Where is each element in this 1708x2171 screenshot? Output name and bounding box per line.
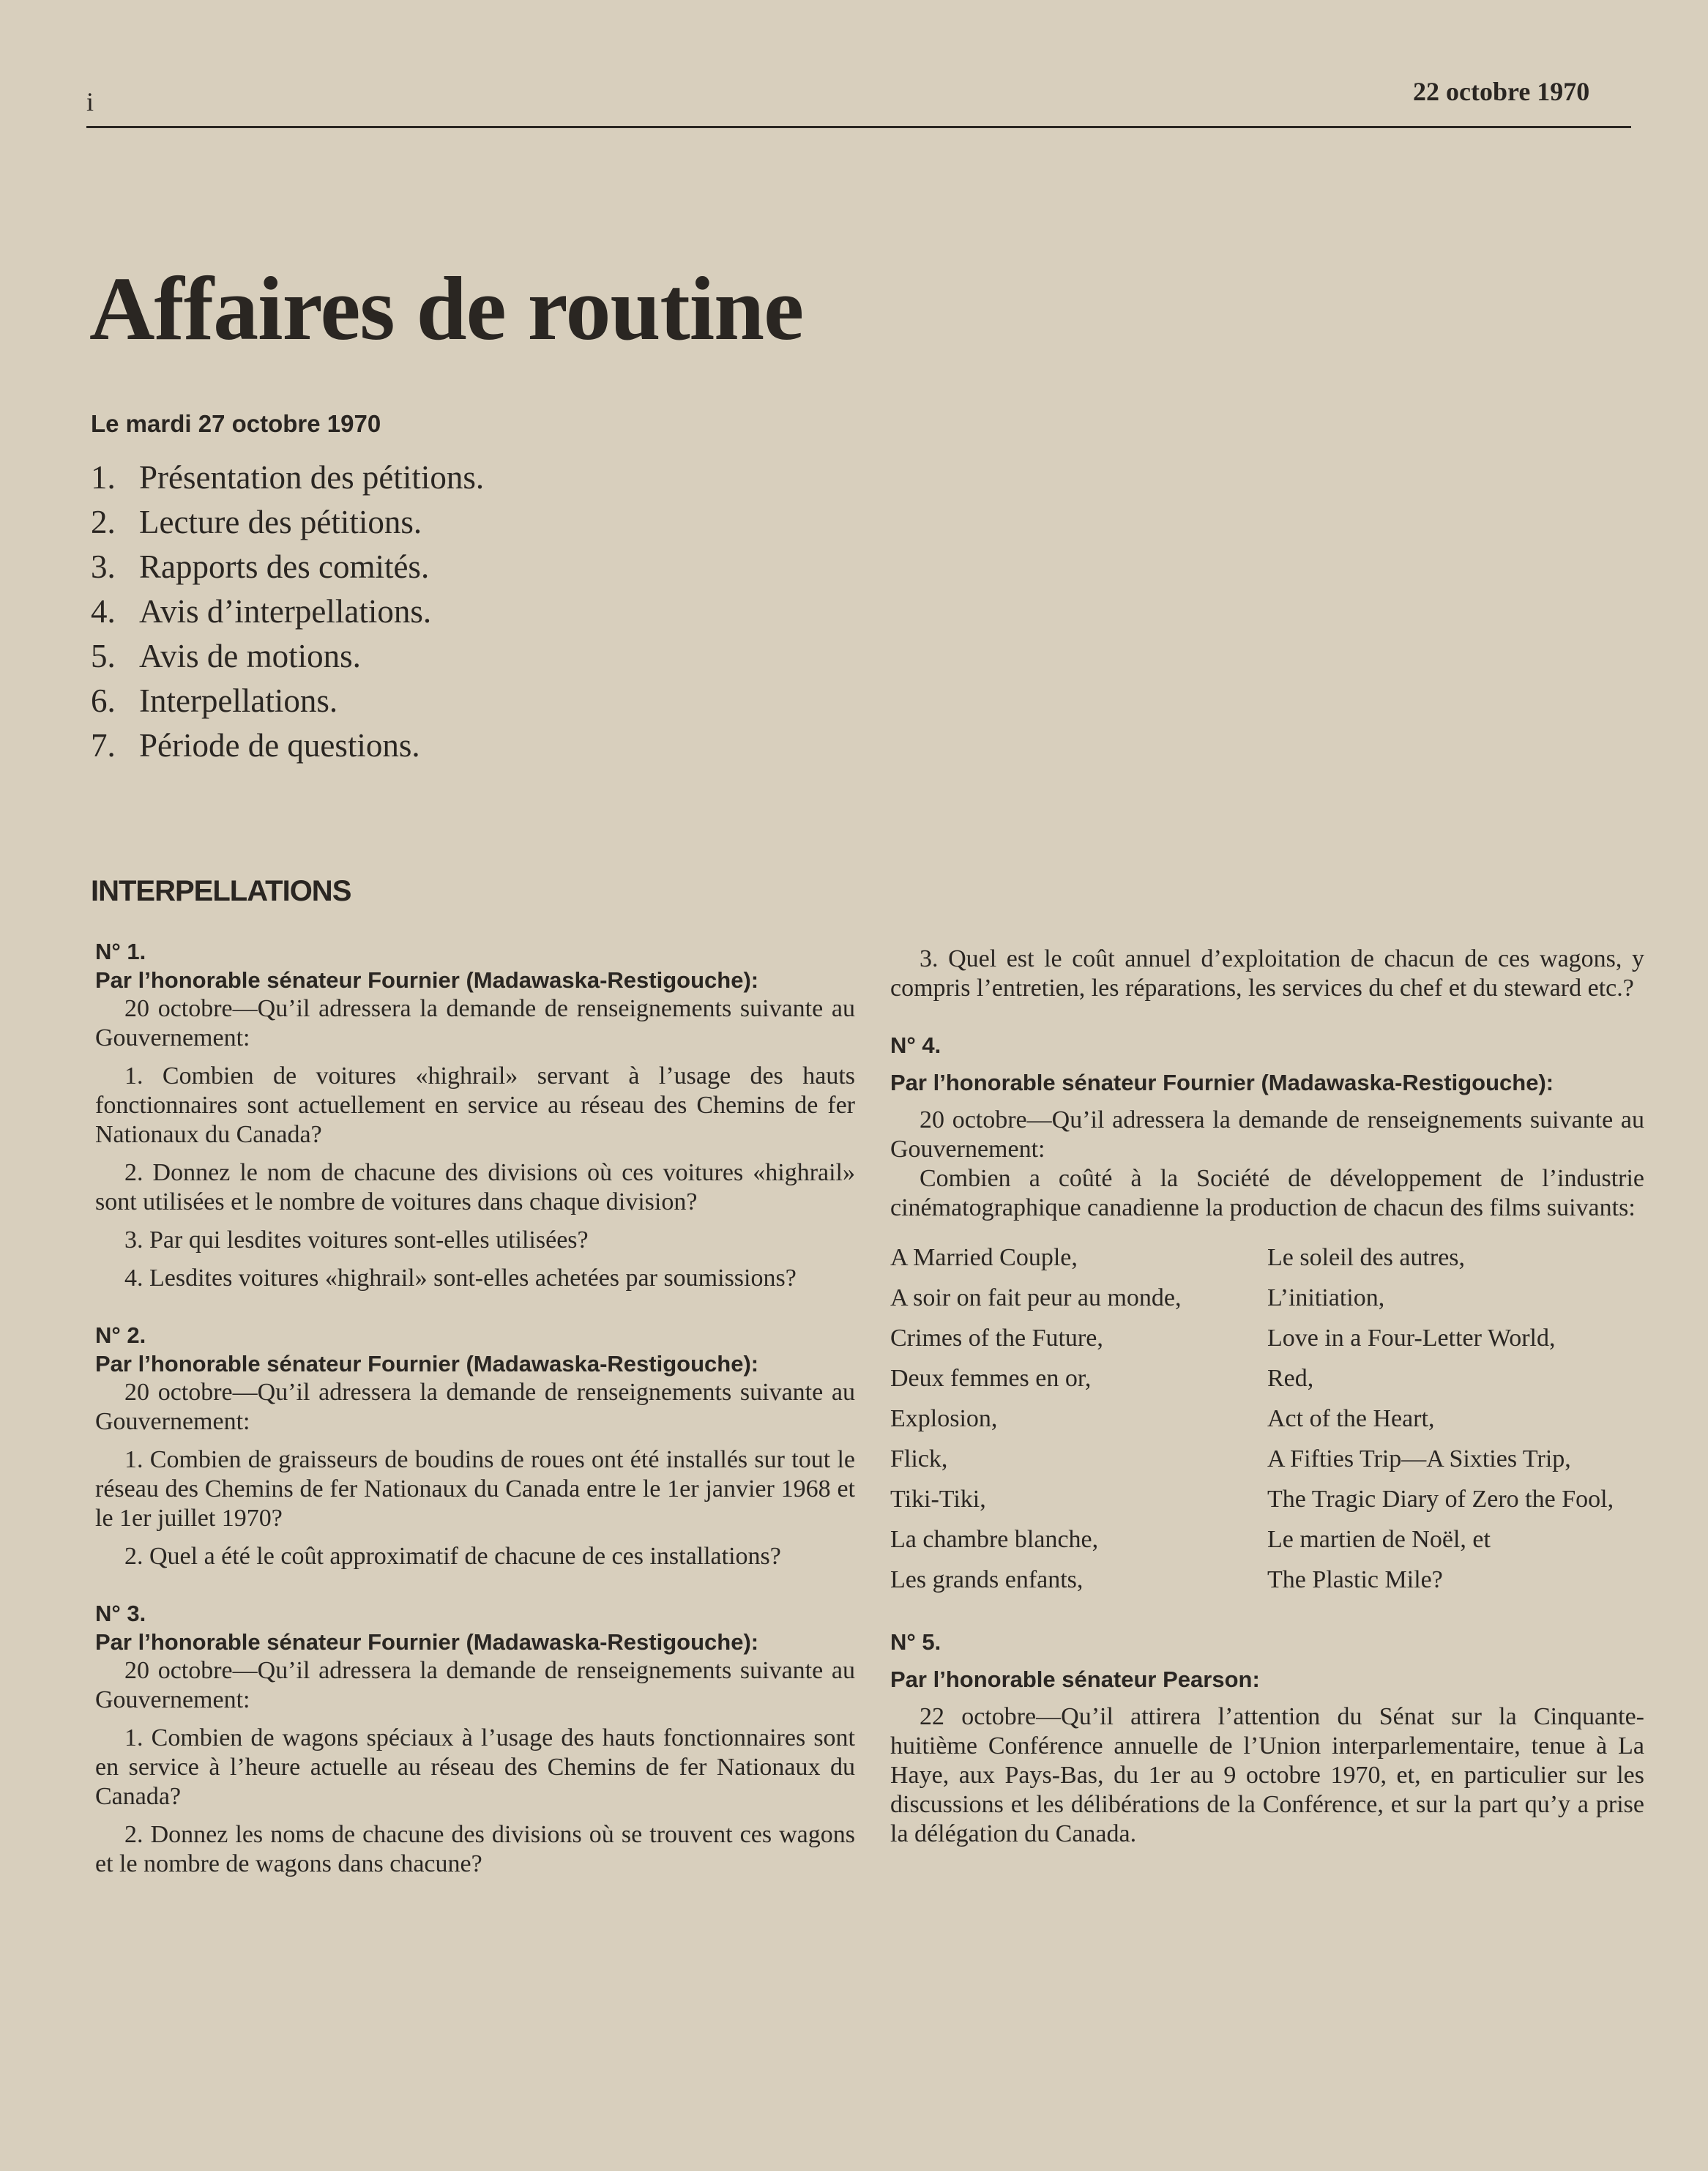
film-list bbox=[890, 1237, 1644, 1600]
list-item: Les grands enfants, bbox=[890, 1566, 1084, 1593]
page-date: 22 octobre 1970 bbox=[1413, 77, 1590, 106]
question-author: Par l’honorable sénateur Pearson: bbox=[890, 1667, 1260, 1692]
list-item: Tiki-Tiki, bbox=[890, 1486, 986, 1513]
film-list-column bbox=[890, 1237, 1267, 1600]
question-item: 1. Combien de graisseurs de boudins de roues ont été installés sur tout le réseau des Chemins de fer Nationaux du Canada entre le 1er janvier 1968 et le 1er juillet 1970? bbox=[95, 1446, 855, 1532]
list-item: The Plastic Mile? bbox=[1267, 1566, 1443, 1593]
list-item: 3. Rapports des comités. bbox=[91, 548, 430, 585]
section-heading: INTERPELLATIONS bbox=[91, 875, 351, 907]
film-list-column bbox=[1267, 1237, 1644, 1600]
list-item: A soir on fait peur au monde, bbox=[890, 1284, 1182, 1311]
question-intro: 20 octobre—Qu’il adressera la demande de renseignements suivante au Gouvernement: bbox=[95, 1379, 855, 1435]
page-number: i bbox=[86, 87, 94, 116]
list-item: 2. Lecture des pétitions. bbox=[91, 504, 422, 540]
question-text: 22 octobre—Qu’il attirera l’attention du Sénat sur la Cinquante-huitième Conférence annuelle de l’Union interparlementaire, tenue à La Haye, aux Pays-Bas, du 1er au 9 octobre 1970, et, en particulier sur les discussions et les délibérations de la Conférence, et sur la part qu’y a prise la délégation du Canada. bbox=[890, 1703, 1644, 1847]
question-text: Combien a coûté à la Société de développement de l’industrie cinématographique canadienne la production de chacun des films suivants: bbox=[890, 1165, 1644, 1221]
list-item: 6. Interpellations. bbox=[91, 682, 338, 719]
list-item: 7. Période de questions. bbox=[91, 727, 420, 764]
question-item: 4. Lesdites voitures «highrail» sont-elles achetées par soumissions? bbox=[124, 1265, 797, 1292]
question-number: N° 2. bbox=[95, 1322, 146, 1348]
question-author: Par l’honorable sénateur Fournier (Madawaska-Restigouche): bbox=[95, 1629, 759, 1655]
right-column bbox=[890, 945, 1644, 1849]
list-item: Red, bbox=[1267, 1365, 1314, 1392]
left-column bbox=[95, 937, 855, 1879]
list-item: Le martien de Noël, et bbox=[1267, 1526, 1491, 1553]
question-item: 3. Par qui lesdites voitures sont-elles utilisées? bbox=[124, 1226, 589, 1254]
question-number: N° 1. bbox=[95, 939, 146, 964]
question-number: N° 3. bbox=[95, 1601, 146, 1626]
question-intro: 20 octobre—Qu’il adressera la demande de renseignements suivante au Gouvernement: bbox=[95, 995, 855, 1051]
list-item: The Tragic Diary of Zero the Fool, bbox=[1267, 1486, 1614, 1513]
question-item: 2. Quel a été le coût approximatif de chacune de ces installations? bbox=[124, 1543, 781, 1570]
list-item: Love in a Four-Letter World, bbox=[1267, 1325, 1556, 1352]
question-item: 1. Combien de wagons spéciaux à l’usage des hauts fonctionnaires sont en service à l’heure actuelle au réseau des Chemins de fer Nationaux du Canada? bbox=[95, 1724, 855, 1810]
list-item: 1. Présentation des pétitions. bbox=[91, 459, 485, 496]
header-rule bbox=[86, 126, 1631, 128]
question-author: Par l’honorable sénateur Fournier (Madawaska-Restigouche): bbox=[95, 967, 759, 993]
list-item: Deux femmes en or, bbox=[890, 1365, 1092, 1392]
order-of-business-list bbox=[91, 455, 484, 768]
sitting-date: Le mardi 27 octobre 1970 bbox=[91, 410, 381, 437]
list-item: A Fifties Trip—A Sixties Trip, bbox=[1267, 1445, 1571, 1472]
list-item: L’initiation, bbox=[1267, 1284, 1385, 1311]
page-title: Affaires de routine bbox=[89, 258, 804, 359]
list-item: La chambre blanche, bbox=[890, 1526, 1099, 1553]
list-item: 4. Avis d’interpellations. bbox=[91, 593, 432, 630]
list-item: Crimes of the Future, bbox=[890, 1325, 1103, 1352]
question-item: 2. Donnez les noms de chacune des divisions où se trouvent ces wagons et le nombre de wagons dans chacune? bbox=[95, 1821, 855, 1877]
question-intro: 20 octobre—Qu’il adressera la demande de renseignements suivante au Gouvernement: bbox=[95, 1657, 855, 1713]
question-author: Par l’honorable sénateur Fournier (Madawaska-Restigouche): bbox=[95, 1351, 759, 1377]
list-item: Explosion, bbox=[890, 1405, 998, 1432]
question-number: N° 5. bbox=[890, 1629, 941, 1655]
question-item: 2. Donnez le nom de chacune des divisions où ces voitures «highrail» sont utilisées et le nombre de voitures dans chaque division? bbox=[95, 1159, 855, 1215]
list-item: A Married Couple, bbox=[890, 1244, 1078, 1271]
question-author: Par l’honorable sénateur Fournier (Madawaska-Restigouche): bbox=[890, 1070, 1554, 1095]
question-item: 3. Quel est le coût annuel d’exploitation de chacun de ces wagons, y compris l’entretien, les réparations, les services du chef et du steward etc.? bbox=[890, 945, 1644, 1002]
list-item: 5. Avis de motions. bbox=[91, 638, 361, 674]
question-intro: 20 octobre—Qu’il adressera la demande de renseignements suivante au Gouvernement: bbox=[890, 1106, 1644, 1163]
question-number: N° 4. bbox=[890, 1032, 941, 1058]
list-item: Flick, bbox=[890, 1445, 948, 1472]
list-item: Le soleil des autres, bbox=[1267, 1244, 1466, 1271]
list-item: Act of the Heart, bbox=[1267, 1405, 1435, 1432]
question-item: 1. Combien de voitures «highrail» servant à l’usage des hauts fonctionnaires sont actuellement en service au réseau des Chemins de fer Nationaux du Canada? bbox=[95, 1062, 855, 1148]
